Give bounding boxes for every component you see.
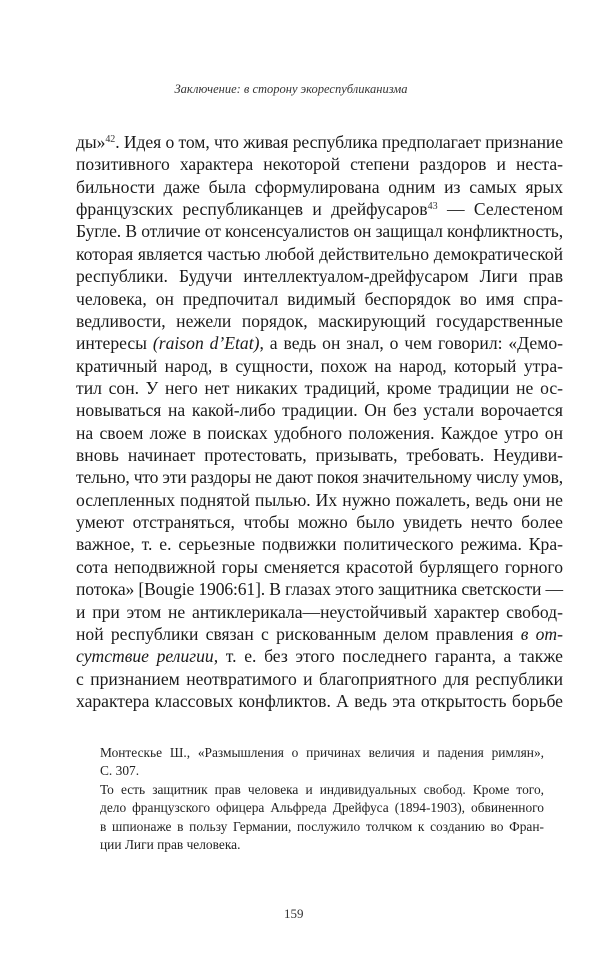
text-line [76,153,563,175]
text-segment: тельно, что эти раздоры не дают покоя значительному числу умов, [76,467,563,488]
footnote-text: Монтескье Ш., «Размышления о причинах величия и падения римлян», [100,745,544,760]
text-line-content [76,444,563,466]
text-line-content [76,556,563,578]
text-line-content [76,131,563,153]
text-line [76,466,563,488]
text-segment: интересы [76,333,153,354]
text-line-content [76,623,563,645]
text-line [76,220,563,242]
text-segment: на своем ложе в поисках удобного положения. Каждое утро он [76,422,563,443]
footnote-ref: 42 [105,134,116,145]
text-segment: , а ведь он знал, о чем говорил: «Демо- [259,333,563,354]
text-segment: ды» [76,132,106,152]
text-line [76,533,563,555]
text-segment: французских республиканцев и дрейфусаров [76,199,428,220]
text-segment: с признанием неотвратимого и благоприятного для республики [76,668,563,689]
text-line-content [76,332,563,354]
text-segment: которая является частью любой действительно демократической [76,243,563,264]
text-segment: бильности даже была сформулирована одним из самых ярых [76,176,563,197]
text-line-content [76,645,563,667]
text-segment: новываться на какой-либо традиции. Он без устали ворочается [76,400,563,421]
text-line-content [76,377,563,399]
text-line-content [76,489,563,511]
text-segment: и при этом не антиклерикала—неустойчивый характер свобод- [76,601,563,622]
text-segment: т. е. без этого последнего гаранта, а также [218,646,563,667]
text-line-content [76,153,563,175]
footnote-ref: 43 [427,201,438,213]
footnote-line [100,818,544,836]
text-segment: вновь начинает протестовать, призывать, требовать. Неудиви- [76,445,563,466]
text-segment: Бугле. В отличие от консенсуалистов он защищал конфликтность, [76,221,563,242]
text-line [76,422,563,444]
text-line [76,556,563,578]
text-line-content [76,422,563,444]
text-line-content [76,578,563,600]
text-line-content [76,288,563,310]
text-segment: тил сон. У него нет никаких традиций, кроме традиции не ос- [76,377,563,398]
italic-text: сутствие религии, [76,646,219,667]
text-line-content [76,198,563,220]
text-line [76,668,563,690]
footnote-text: дело французского офицера Альфреда Дрейфуса (1894-1903), обвиненного [100,800,544,816]
text-line [76,489,563,511]
text-line-content [76,466,563,488]
text-line [76,444,563,466]
italic-text: (raison d’Etat) [152,333,260,354]
text-line [76,198,563,220]
text-line [76,355,563,377]
text-segment: . Идея о том, что живая республика предполагает признание [115,132,563,152]
text-line [76,399,563,421]
text-line [76,601,563,623]
page-number: 159 [284,906,304,921]
text-line [76,623,563,645]
text-line [76,578,563,600]
text-segment: человека, он предпочитал видимый беспорядок во имя спра- [76,288,563,309]
italic-text: в от- [520,623,563,644]
text-line-content [76,511,563,533]
text-line-content [76,399,563,421]
footnote-line [100,744,544,762]
footnote-line [100,781,544,799]
text-line-content [76,601,563,623]
footnote-text: ции Лиги прав человека. [100,836,241,852]
main-text [76,131,563,712]
text-line [76,176,563,198]
text-line [76,288,563,310]
text-line [76,310,563,332]
text-segment: — Селестеном [437,199,563,220]
text-line-content [76,668,563,690]
text-line-content [76,220,563,242]
text-line [76,243,563,265]
text-line [76,511,563,533]
text-line-content [76,533,563,555]
text-segment: потока» [Bougie 1906:61]. В глазах этого защитника светскости — [76,579,563,600]
text-line-content [76,310,563,332]
footnotes [100,744,544,854]
text-line-content [76,243,563,265]
running-header: Заключение: в сторону экореспубликанизма [174,82,408,96]
text-segment: ной республики связан с рискованным делом правления [76,623,521,644]
footnote-line [100,799,544,817]
text-segment: ведливости, нежели порядок, маскирующий государственные [76,310,563,331]
text-segment: сота неподвижной горы сменяется красотой бурлящего горного [76,556,563,577]
text-line-content [76,265,563,287]
text-line [76,690,563,712]
text-segment: кратичный народ, в сущности, похож на народ, который утра- [76,355,563,376]
footnote-text: в шпионаже в пользу Германии, послужило толчком к созданию во Фран- [100,818,544,834]
text-line-content [76,690,563,712]
text-line-content [76,176,563,198]
text-line-content [76,355,563,377]
text-line [76,645,563,667]
text-segment: республики. Будучи интеллектуалом-дрейфусаром Лиги прав [76,266,563,287]
text-segment: характера классовых конфликтов. А ведь эта открытость борьбе [76,690,563,711]
footnote-text: То есть защитник прав человека и индивидуальных свобод. Кроме того, [100,781,544,797]
text-segment: позитивного характера некоторой степени раздоров и неста- [76,154,563,175]
footnote-line [100,836,544,854]
text-line [76,265,563,287]
text-line [76,131,563,153]
footnote-line [100,762,544,780]
text-line [76,332,563,354]
footnote-text: С. 307. [100,763,140,779]
text-segment: ослепленных поднятой пылью. Их нужно пожалеть, ведь они не [76,489,563,510]
text-segment: важное, т. е. серьезные подвижки политического режима. Кра- [76,534,563,555]
text-segment: умеют отстраняться, чтобы можно было увидеть нечто более [76,512,563,533]
text-line [76,377,563,399]
